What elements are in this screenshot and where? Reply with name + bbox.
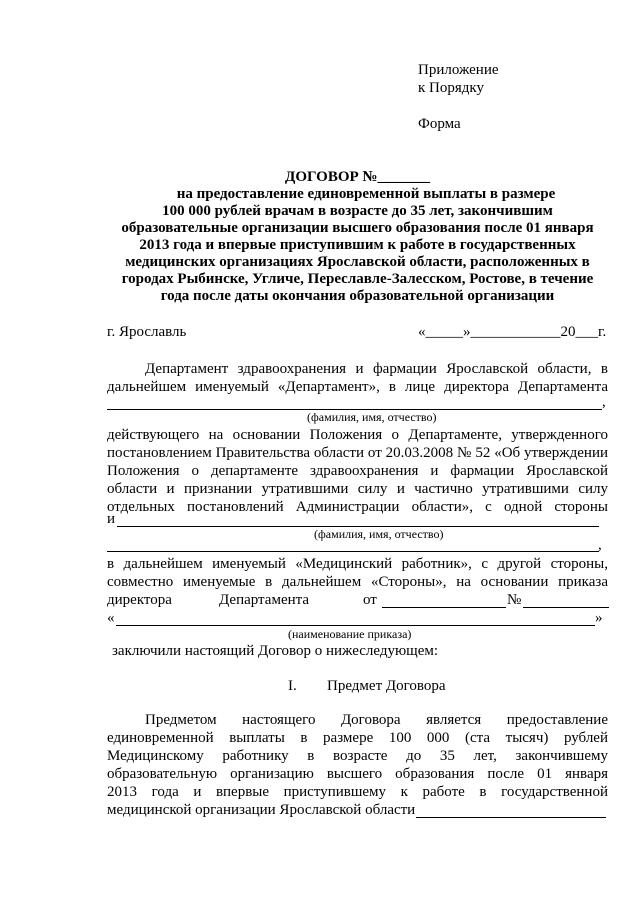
comma: , — [602, 394, 606, 410]
caption-full-name: (фамилия, имя, отчество) — [314, 527, 444, 541]
body-line: отдельных постановлений Администрации области», с одной стороны — [107, 499, 608, 515]
section-number: I. — [288, 678, 297, 694]
attachment-label: Приложение — [418, 62, 499, 78]
body-line: медицинской организации Ярославской области — [107, 802, 416, 818]
form-label: Форма — [418, 116, 461, 132]
contract-title-line: медицинских организациях Ярославской области, расположенных в — [125, 254, 590, 270]
body-line: Положения о департаменте здравоохранения и фармации Ярославской — [107, 463, 608, 479]
body-line: в дальнейшем именуемый «Медицинский работник», с другой стороны, — [107, 556, 608, 572]
body-line: совместно именуемые в дальнейшем «Стороны», на основании приказа — [107, 574, 608, 590]
body-line: образовательную организацию высшего образования после 01 января — [107, 766, 608, 782]
order-director-label: директора — [107, 592, 172, 608]
body-line: единовременной выплаты в размере 100 000 (ста тысяч) рублей — [107, 730, 608, 746]
quote-open: « — [107, 610, 115, 626]
body-line: области и признании утратившими силу и частично утратившими силу — [107, 481, 608, 497]
attachment-reference: к Порядку — [418, 80, 484, 96]
order-from-label: от — [363, 592, 377, 608]
body-line: Предметом настоящего Договора является предоставление — [145, 712, 608, 728]
contract-title-line: 100 000 рублей врачам в возрасте до 35 лет, закончившим — [162, 203, 553, 219]
contract-title-line: городах Рыбинске, Угличе, Переславле-Залесском, Ростове, в течение — [121, 271, 594, 287]
contract-heading: ДОГОВОР №_______ — [285, 169, 430, 185]
caption-full-name: (фамилия, имя, отчество) — [307, 410, 437, 424]
fill-line-order-name — [116, 625, 595, 626]
caption-order-name: (наименование приказа) — [288, 627, 412, 641]
body-line: 2013 года и впервые приступившему к работе в государственной — [107, 784, 608, 800]
body-line: Департамент здравоохранения и фармации Ярославской области, в — [145, 361, 608, 377]
body-line: Медицинскому работнику в возрасте до 35 лет, закончившему — [107, 748, 608, 764]
contract-title-line: образовательные организации высшего образования после 01 января — [121, 220, 594, 236]
concluded-line: заключили настоящий Договор о нижеследующем: — [112, 643, 439, 659]
body-line: постановлением Правительства области от 20.03.2008 № 52 «Об утверждении — [107, 445, 608, 461]
contract-title-line: 2013 года и впервые приступившим к работе в государственных — [139, 237, 576, 253]
section-title: Предмет Договора — [327, 678, 446, 694]
body-line: дальнейшем именуемый «Департамент», в лице директора Департамента — [107, 379, 608, 395]
city-label: г. Ярославль — [107, 324, 187, 340]
contract-title-line: года после даты окончания образовательной организации — [160, 288, 555, 304]
order-department-label: Департамента — [219, 592, 310, 608]
comma: , — [598, 537, 602, 553]
fill-line-order-date — [382, 607, 506, 608]
fill-line-order-number — [523, 607, 609, 608]
body-line: действующего на основании Положения о Департаменте, утвержденного — [107, 427, 608, 443]
fill-line-organization — [416, 817, 606, 818]
fill-line-worker-extra — [107, 551, 599, 552]
contract-title-line: на предоставление единовременной выплаты в размере — [176, 186, 556, 202]
quote-close: » — [595, 610, 603, 626]
order-number-sign: № — [507, 592, 522, 608]
date-field: «_____»____________20___г. — [418, 324, 607, 340]
conjunction-and: и — [107, 511, 116, 527]
